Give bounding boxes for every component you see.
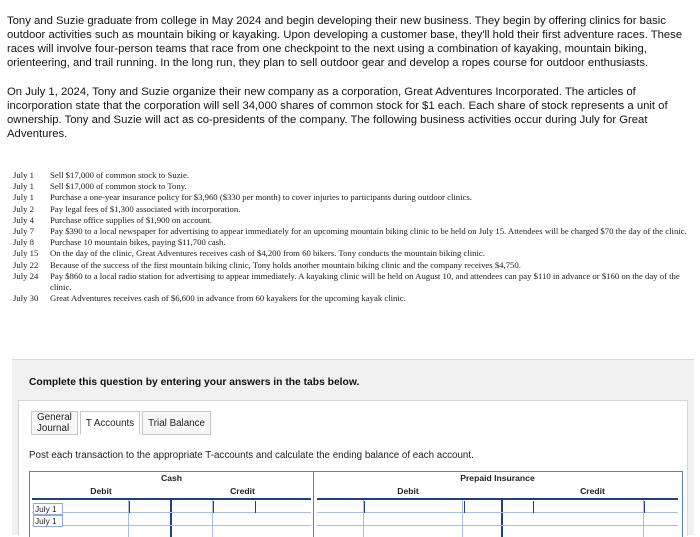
tab-general-journal-line2: Journal: [37, 423, 70, 434]
cash-debit-header: Debit: [90, 486, 112, 496]
cash-row-line: [32, 512, 311, 513]
prepaid-credit-date-input[interactable]: [533, 501, 534, 513]
transaction-date: July 22: [13, 259, 39, 270]
question-instruction: Complete this question by entering your answers in the tabs below.: [29, 377, 360, 388]
cash-row-line: [32, 525, 311, 526]
cash-credit-amount-input[interactable]: [255, 501, 256, 513]
transaction-list: [13, 170, 693, 304]
transaction-date: July 7: [13, 226, 34, 237]
question-panel: [12, 359, 694, 535]
t-account-title-cash: Cash: [160, 473, 182, 483]
transaction-date: July 1: [13, 192, 34, 203]
prepaid-debit-amount-input[interactable]: [464, 501, 465, 513]
transaction-date: July 15: [13, 248, 39, 259]
intro-paragraph-2: On July 1, 2024, Tony and Suzie organize their new company as a corporation, Great Adventures Incorporated. The articles of incorporation state that the corporation will sell 34,000 shares of common stock for $1 each. Each share of stock represents a unit of ownership. Tony and Suzie will act as co-presidents of the company. The following business activities occur during July for Great Adventures.: [7, 86, 668, 140]
prepaid-row-line: [317, 512, 678, 513]
transaction-item: [13, 192, 693, 203]
transaction-text: Purchase 10 mountain bikes, paying $11,700 cash.: [50, 237, 226, 248]
tab-general-journal[interactable]: [31, 411, 78, 435]
transaction-text: Sell $17,000 of common stock to Tony.: [50, 181, 187, 192]
prepaid-debit-amount-divider: [462, 500, 463, 537]
transaction-date: July 30: [13, 293, 39, 304]
prepaid-row-line: [317, 525, 678, 526]
transaction-date: July 8: [13, 237, 34, 248]
cash-t-vertical: [170, 498, 172, 537]
transaction-date: July 4: [13, 214, 34, 225]
prepaid-t-vertical: [501, 498, 503, 537]
transaction-text: Great Adventures receives cash of $6,600 in advance from 60 kayakers for the upcoming kayak clinic.: [50, 293, 406, 304]
prepaid-debit-header: Debit: [397, 486, 419, 496]
transaction-item: [13, 181, 693, 192]
transaction-item: [13, 237, 693, 248]
answer-card: [18, 400, 688, 536]
transaction-text: On the day of the clinic, Great Adventures receives cash of $4,200 from 60 bikers. Tony conducts the mountain biking clinic.: [50, 248, 485, 259]
transaction-text: Pay $390 to a local newspaper for advertising to appear immediately for an upcoming mountain biking clinic to be held on July 15. Attendees will be charged $70 the day of the clinic.: [50, 226, 687, 237]
transaction-text: Purchase office supplies of $1,900 on account.: [50, 214, 212, 225]
cash-debit-amount-input[interactable]: [129, 501, 130, 513]
answer-tabs: [31, 411, 213, 435]
tab-t-accounts[interactable]: T Accounts: [80, 411, 140, 435]
prepaid-debit-date-input[interactable]: [364, 501, 365, 513]
transaction-text: Pay $860 to a local radio station for advertising to appear immediately. A kayaking clinic will be held on August 10, and attendees can pay $110 in advance or $160 on the day of the clinic.: [50, 270, 680, 293]
cash-debit-date-row-1[interactable]: July 1: [33, 503, 63, 515]
transaction-text: Sell $17,000 of common stock to Suzie.: [50, 170, 189, 180]
tab-general-journal-line1: General: [37, 412, 72, 423]
prepaid-credit-amount-input[interactable]: [644, 501, 645, 513]
transaction-item: [13, 204, 693, 215]
transaction-text: Pay legal fees of $1,300 associated with incorporation.: [50, 203, 241, 214]
transaction-item: [13, 170, 693, 181]
transaction-date: July 24: [13, 270, 39, 281]
post-instruction: Post each transaction to the appropriate T-accounts and calculate the ending balance of each account.: [29, 450, 474, 461]
prepaid-credit-header: Credit: [580, 486, 605, 496]
transaction-item: [13, 248, 693, 259]
transaction-text: Because of the success of the first mountain biking clinic, Tony holds another mountain biking clinic and the company receives $4,750.: [50, 259, 521, 270]
cash-credit-date-input[interactable]: [213, 501, 214, 513]
account-divider: [313, 472, 314, 537]
transaction-item: [13, 226, 693, 237]
transaction-date: July 2: [13, 203, 34, 214]
transaction-text: Purchase a one-year insurance policy for $3,960 ($330 per month) to cover injuries to participants during outdoor clinics.: [50, 192, 472, 203]
transaction-item: [13, 260, 693, 271]
transaction-date: July 1: [13, 181, 34, 192]
cash-debit-date-row-2[interactable]: July 1: [33, 515, 63, 527]
transaction-date: July 1: [13, 170, 34, 180]
t-accounts-grid: [29, 471, 683, 537]
problem-description: [7, 14, 693, 156]
transaction-item: [13, 215, 693, 226]
transaction-item: [13, 271, 693, 293]
tab-trial-balance[interactable]: Trial Balance: [142, 411, 211, 435]
t-account-title-prepaid-insurance: Prepaid Insurance: [460, 473, 535, 483]
prepaid-t-horizontal: [317, 498, 678, 500]
transaction-item: [13, 293, 693, 304]
cash-credit-header: Credit: [230, 486, 255, 496]
intro-paragraph-1: Tony and Suzie graduate from college in May 2024 and begin developing their new business. They begin by offering clinics for basic outdoor activities such as mountain biking or kayaking. Upon developing a customer base, they'll hold their first adventure races. These races will involve four-person teams that race from one checkpoint to the next using a combination of kayaking, mountain biking, orienteering, and trail running. In the long run, they plan to sell outdoor gear and develop a ropes course for outdoor enthusiasts.: [7, 15, 683, 69]
